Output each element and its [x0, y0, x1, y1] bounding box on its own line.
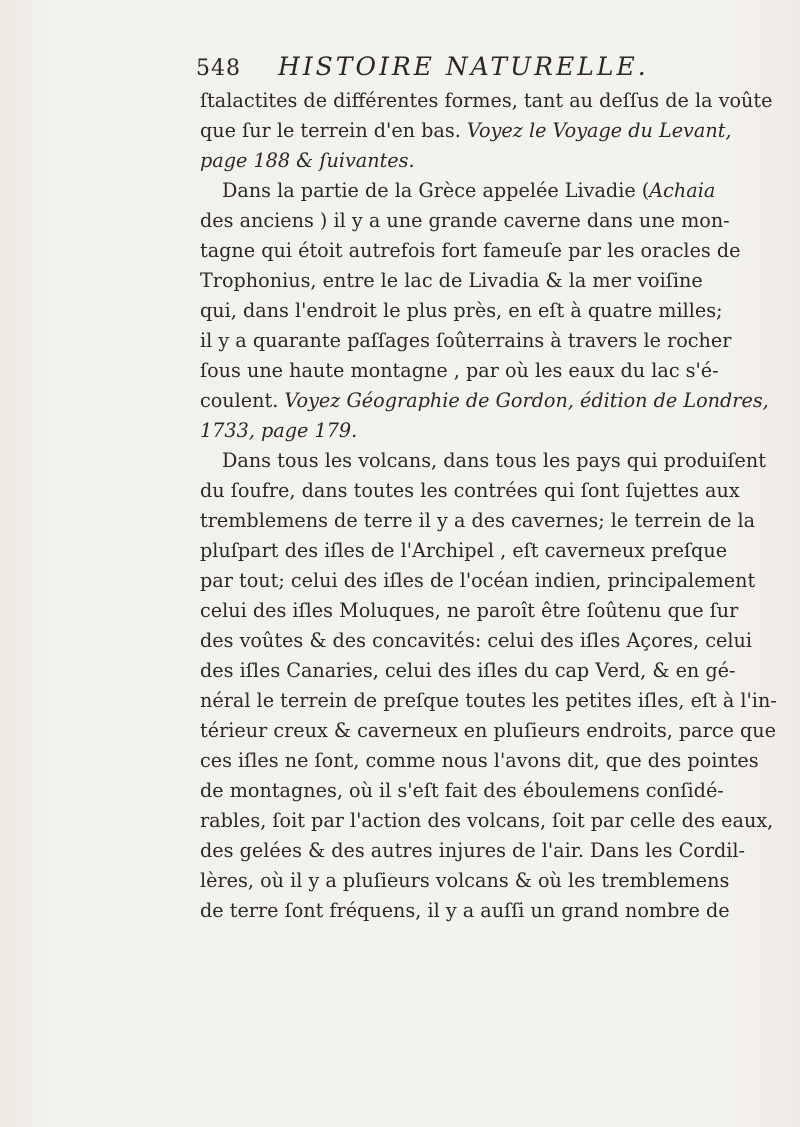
- text-segment: des gelées & des autres injures de l'air. Dans les Cordil-: [200, 839, 746, 862]
- italic-text-segment: Voyez le Voyage du Levant,: [466, 119, 732, 142]
- text-segment: par tout; celui des iſles de l'océan indien, principalement: [200, 569, 756, 592]
- text-segment: tremblemens de terre il y a des cavernes; le terrein de la: [200, 509, 756, 532]
- text-segment: ces iſles ne ſont, comme nous l'avons dit, que des pointes: [200, 749, 759, 772]
- text-segment: lères, où il y a pluſieurs volcans & où les tremblemens: [200, 869, 730, 892]
- text-segment: Trophonius, entre le lac de Livadia & la mer voiſine: [200, 269, 703, 292]
- text-line: [200, 776, 770, 806]
- text-segment: celui des iſles Moluques, ne paroît être ſoûtenu que ſur: [200, 599, 739, 622]
- text-line: [200, 596, 770, 626]
- text-segment: ſtalactites de différentes formes, tant au deſſus de la voûte: [200, 89, 773, 112]
- text-line: [200, 446, 770, 476]
- text-segment: néral le terrein de preſque toutes les petites iſles, eſt à l'in-: [200, 689, 777, 712]
- italic-text-segment: Achaia: [649, 179, 716, 202]
- body-text: [200, 86, 777, 926]
- text-line: [200, 716, 776, 746]
- text-line: [200, 656, 770, 686]
- text-segment: pluſpart des iſles de l'Archipel , eſt caverneux preſque: [200, 539, 728, 562]
- text-line: [200, 266, 770, 296]
- text-line: [200, 386, 770, 416]
- text-segment: de montagnes, où il s'eſt fait des éboulemens conſidé-: [200, 779, 724, 802]
- text-line: [200, 536, 770, 566]
- text-line: [200, 746, 770, 776]
- text-segment: que ſur le terrein d'en bas.: [200, 119, 467, 142]
- text-segment: des iſles Canaries, celui des iſles du cap Verd, & en gé-: [200, 659, 736, 682]
- text-segment: du ſoufre, dans toutes les contrées qui ſont ſujettes aux: [200, 479, 740, 502]
- text-line: [200, 566, 770, 596]
- text-segment: térieur creux & caverneux en pluſieurs endroits, parce que: [200, 719, 776, 742]
- text-line: [200, 236, 770, 266]
- text-line: [200, 146, 770, 176]
- text-line: [200, 176, 770, 206]
- text-line: [200, 836, 770, 866]
- text-line: [200, 806, 774, 836]
- text-line: [200, 686, 777, 716]
- text-line: [200, 116, 770, 146]
- text-line: [200, 86, 773, 116]
- text-line: [200, 356, 770, 386]
- text-segment: qui, dans l'endroit le plus près, en eſt à quatre milles;: [200, 299, 723, 322]
- text-line: [200, 206, 770, 236]
- text-segment: rables, ſoit par l'action des volcans, ſoit par celle des eaux,: [200, 809, 774, 832]
- text-line: [200, 506, 770, 536]
- running-title: HISTOIRE NATURELLE.: [278, 52, 649, 81]
- page-number: 548: [196, 56, 241, 81]
- text-segment: Dans la partie de la Grèce appelée Livadie (: [222, 179, 650, 202]
- text-line: [200, 476, 770, 506]
- text-segment: coulent.: [200, 389, 285, 412]
- text-line: [200, 326, 770, 356]
- text-line: [200, 896, 770, 926]
- text-segment: de terre ſont fréquens, il y a auſſi un grand nombre de: [200, 899, 730, 922]
- text-line: [200, 416, 770, 446]
- text-segment: des voûtes & des concavités: celui des iſles Açores, celui: [200, 629, 752, 652]
- text-segment: ſous une haute montagne , par où les eaux du lac s'é-: [200, 359, 719, 382]
- text-line: [200, 866, 770, 896]
- text-line: [200, 626, 770, 656]
- text-segment: Dans tous les volcans, dans tous les pays qui produiſent: [222, 449, 766, 472]
- italic-text-segment: page 188 & ſuivantes.: [200, 149, 415, 172]
- italic-text-segment: Voyez Géographie de Gordon, édition de Londres,: [284, 389, 769, 412]
- text-segment: il y a quarante paſſages ſoûterrains à travers le rocher: [200, 329, 732, 352]
- text-segment: des anciens ) il y a une grande caverne dans une mon-: [200, 209, 730, 232]
- text-segment: tagne qui étoit autrefois fort fameuſe par les oracles de: [200, 239, 741, 262]
- italic-text-segment: 1733, page 179.: [200, 419, 358, 442]
- text-line: [200, 296, 770, 326]
